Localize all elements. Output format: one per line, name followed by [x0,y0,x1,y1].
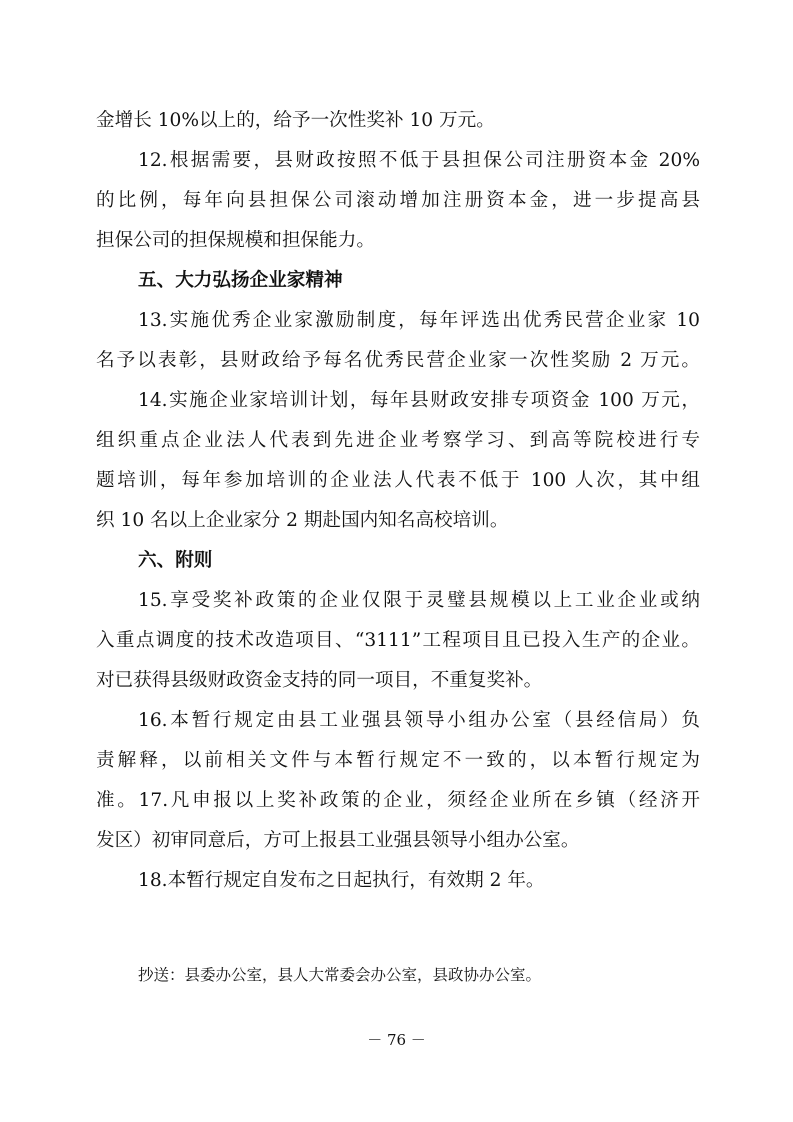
paragraph-12-line-2: 的比例，每年向县担保公司滚动增加注册资本金，进一步提高县 [96,190,700,211]
paragraph-18-line-1: 18.本暂行规定自发布之日起执行，有效期 2 年。 [138,870,545,891]
paragraph-12-line-3: 担保公司的担保规模和担保能力。 [96,230,375,251]
paragraph-13-line-1: 13.实施优秀企业家激励制度，每年评选出优秀民营企业家 10 [138,310,700,331]
paragraph-16-line-1: 16.本暂行规定由县工业强县领导小组办公室（县经信局）负 [138,710,700,731]
cc-distribution-line: 抄送：县委办公室，县人大常委会办公室，县政协办公室。 [138,966,542,984]
paragraph-15-line-2: 入重点调度的技术改造项目、“3111”工程项目且已投入生产的企业。 [96,630,700,651]
paragraph-12-line-1: 12.根据需要，县财政按照不低于县担保公司注册资本金 20% [138,150,700,171]
paragraph-16-line-3: 准。17.凡申报以上奖补政策的企业，须经企业所在乡镇（经济开 [96,790,700,811]
paragraph-16-line-2: 责解释，以前相关文件与本暂行规定不一致的，以本暂行规定为 [96,750,700,771]
paragraph-14-line-1: 14.实施企业家培训计划，每年县财政安排专项资金 100 万元， [138,390,700,411]
paragraph-14-line-3: 题培训，每年参加培训的企业法人代表不低于 100 人次，其中组 [96,470,700,491]
paragraph-17-line-2: 发区）初审同意后，方可上报县工业强县领导小组办公室。 [96,830,580,851]
section-heading-5: 五、大力弘扬企业家精神 [138,270,343,291]
paragraph-14-line-2: 组织重点企业法人代表到先进企业考察学习、到高等院校进行专 [96,430,700,451]
paragraph-14-line-4: 织 10 名以上企业家分 2 期赴国内知名高校培训。 [96,510,509,531]
paragraph-11-end-line: 金增长 10%以上的，给予一次性奖补 10 万元。 [96,110,495,131]
page-number: － 76 － [367,1031,426,1049]
paragraph-15-line-3: 对已获得县级财政资金支持的同一项目，不重复奖补。 [96,670,543,691]
paragraph-15-line-1: 15.享受奖补政策的企业仅限于灵璧县规模以上工业企业或纳 [138,590,700,611]
section-heading-6: 六、附则 [138,550,213,571]
paragraph-13-line-2: 名予以表彰，县财政给予每名优秀民营企业家一次性奖励 2 万元。 [96,350,700,371]
